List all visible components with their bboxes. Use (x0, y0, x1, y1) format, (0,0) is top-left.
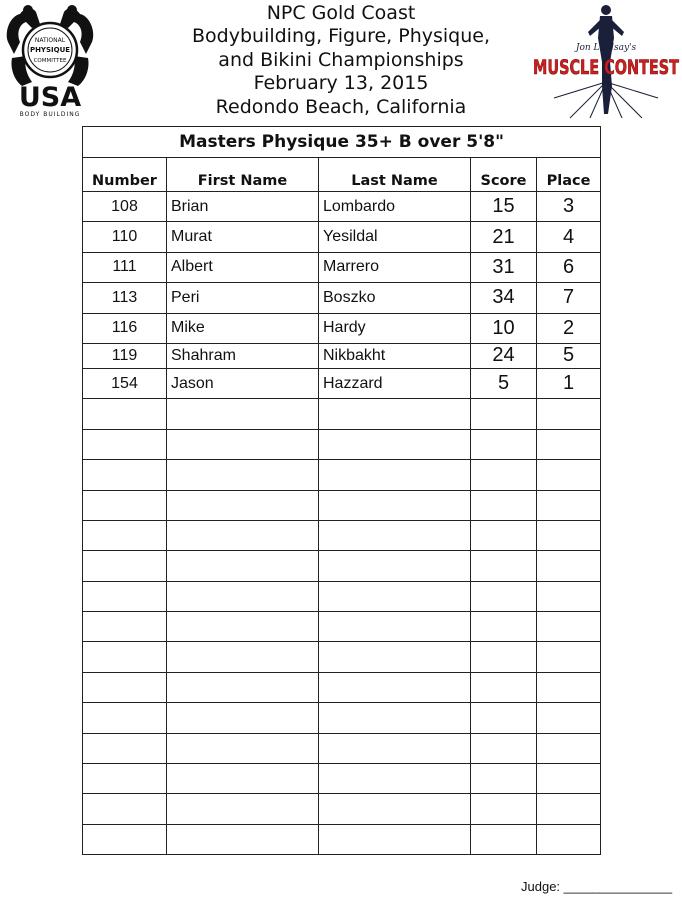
empty-cell (471, 824, 537, 854)
logo-text-script: Jon Lindsay's (575, 43, 637, 53)
competitor-number: 110 (83, 222, 167, 252)
results-table (82, 126, 601, 855)
competitor-place: 1 (537, 368, 601, 398)
empty-cell (319, 612, 471, 642)
table-row (83, 368, 601, 398)
competitor-last-name: Marrero (319, 252, 471, 282)
logo-text-usa: USA (18, 82, 82, 113)
empty-cell (319, 703, 471, 733)
empty-cell (83, 764, 167, 794)
npc-usa-logo-icon (2, 2, 98, 118)
empty-cell (83, 429, 167, 459)
table-row (83, 343, 601, 368)
empty-row (83, 460, 601, 490)
empty-cell (319, 520, 471, 550)
empty-cell (471, 642, 537, 672)
empty-cell (319, 764, 471, 794)
empty-row (83, 642, 601, 672)
empty-cell (471, 581, 537, 611)
empty-cell (83, 642, 167, 672)
empty-cell (537, 520, 601, 550)
column-header-first-name: First Name (167, 158, 319, 192)
competitor-score: 21 (471, 222, 537, 252)
empty-row (83, 794, 601, 824)
empty-cell (537, 733, 601, 763)
empty-cell (319, 399, 471, 429)
empty-cell (471, 520, 537, 550)
empty-cell (167, 520, 319, 550)
empty-cell (537, 824, 601, 854)
logo-text-main: MUSCLE CONTEST (533, 56, 680, 79)
empty-cell (471, 794, 537, 824)
empty-cell (167, 429, 319, 459)
competitor-place: 3 (537, 192, 601, 222)
competitor-first-name: Murat (167, 222, 319, 252)
empty-cell (167, 764, 319, 794)
event-divisions-cont: and Bikini Championships (218, 48, 464, 71)
empty-cell (471, 733, 537, 763)
empty-cell (167, 612, 319, 642)
logo-text-physique: PHYSIQUE (29, 46, 71, 54)
empty-cell (167, 733, 319, 763)
empty-cell (537, 642, 601, 672)
empty-cell (319, 429, 471, 459)
competitor-number: 111 (83, 252, 167, 282)
competitor-score: 10 (471, 313, 537, 343)
empty-cell (537, 460, 601, 490)
table-row (83, 283, 601, 313)
event-name: NPC Gold Coast (266, 2, 416, 24)
empty-cell (319, 794, 471, 824)
muscle-contest-logo-icon (530, 2, 682, 120)
column-header-place: Place (537, 158, 601, 192)
empty-cell (83, 551, 167, 581)
logo-text-committee: COMMITTEE (33, 58, 67, 64)
competitor-number: 113 (83, 283, 167, 313)
column-header-number: Number (83, 158, 167, 192)
empty-cell (83, 460, 167, 490)
competitor-score: 34 (471, 283, 537, 313)
competitor-score: 31 (471, 252, 537, 282)
competitor-place: 7 (537, 283, 601, 313)
competitor-number: 119 (83, 343, 167, 368)
empty-cell (319, 581, 471, 611)
empty-cell (471, 399, 537, 429)
empty-row (83, 672, 601, 702)
empty-cell (83, 612, 167, 642)
empty-cell (83, 581, 167, 611)
competitor-first-name: Brian (167, 192, 319, 222)
competitor-score: 5 (471, 368, 537, 398)
competitor-last-name: Boszko (319, 283, 471, 313)
empty-cell (319, 551, 471, 581)
empty-cell (471, 490, 537, 520)
logo-text-national: NATIONAL (34, 37, 66, 44)
competitor-last-name: Yesildal (319, 222, 471, 252)
empty-cell (537, 612, 601, 642)
empty-cell (537, 581, 601, 611)
empty-cell (83, 794, 167, 824)
empty-cell (83, 399, 167, 429)
table-row (83, 222, 601, 252)
empty-cell (537, 551, 601, 581)
table-row (83, 192, 601, 222)
empty-cell (167, 460, 319, 490)
empty-cell (167, 642, 319, 672)
judge-signature-line: Judge: _______________ (521, 879, 673, 894)
empty-cell (471, 460, 537, 490)
event-header (150, 2, 532, 119)
competitor-last-name: Hardy (319, 313, 471, 343)
empty-cell (471, 703, 537, 733)
empty-row (83, 490, 601, 520)
empty-cell (537, 429, 601, 459)
empty-cell (471, 429, 537, 459)
table-row (83, 313, 601, 343)
empty-cell (319, 642, 471, 672)
empty-row (83, 824, 601, 854)
empty-cell (83, 672, 167, 702)
competitor-first-name: Mike (167, 313, 319, 343)
empty-cell (471, 672, 537, 702)
empty-row (83, 429, 601, 459)
empty-cell (537, 794, 601, 824)
competitor-first-name: Albert (167, 252, 319, 282)
empty-row (83, 764, 601, 794)
competitor-last-name: Lombardo (319, 192, 471, 222)
table-header-row (83, 158, 601, 192)
empty-cell (167, 794, 319, 824)
empty-cell (537, 399, 601, 429)
empty-cell (537, 490, 601, 520)
empty-cell (83, 733, 167, 763)
empty-cell (83, 490, 167, 520)
empty-cell (319, 460, 471, 490)
event-date: February 13, 2015 (253, 72, 429, 95)
empty-cell (537, 703, 601, 733)
competitor-place: 2 (537, 313, 601, 343)
empty-row (83, 612, 601, 642)
event-location: Redondo Beach, California (215, 95, 467, 118)
empty-cell (537, 672, 601, 702)
event-divisions: Bodybuilding, Figure, Physique, (192, 25, 490, 48)
empty-cell (83, 703, 167, 733)
empty-cell (471, 551, 537, 581)
empty-cell (83, 824, 167, 854)
class-title: Masters Physique 35+ B over 5'8" (83, 127, 601, 158)
empty-row (83, 703, 601, 733)
empty-cell (319, 672, 471, 702)
empty-row (83, 551, 601, 581)
competitor-first-name: Shahram (167, 343, 319, 368)
competitor-score: 24 (471, 343, 537, 368)
competitor-last-name: Nikbakht (319, 343, 471, 368)
empty-cell (167, 672, 319, 702)
competitor-number: 108 (83, 192, 167, 222)
empty-cell (471, 612, 537, 642)
competitor-place: 5 (537, 343, 601, 368)
competitor-last-name: Hazzard (319, 368, 471, 398)
competitor-first-name: Jason (167, 368, 319, 398)
logo-text-bodybuilding: BODY BUILDING (19, 111, 81, 118)
empty-cell (83, 520, 167, 550)
empty-cell (319, 824, 471, 854)
competitor-number: 154 (83, 368, 167, 398)
blank-rows (83, 399, 601, 855)
competitor-place: 6 (537, 252, 601, 282)
empty-row (83, 399, 601, 429)
column-header-score: Score (471, 158, 537, 192)
empty-cell (471, 764, 537, 794)
empty-cell (537, 764, 601, 794)
competitor-first-name: Peri (167, 283, 319, 313)
table-row (83, 252, 601, 282)
empty-row (83, 733, 601, 763)
empty-cell (167, 581, 319, 611)
empty-cell (167, 551, 319, 581)
empty-row (83, 581, 601, 611)
empty-cell (167, 399, 319, 429)
empty-cell (167, 824, 319, 854)
competitor-place: 4 (537, 222, 601, 252)
competitor-number: 116 (83, 313, 167, 343)
empty-cell (167, 490, 319, 520)
empty-cell (319, 490, 471, 520)
empty-row (83, 520, 601, 550)
empty-cell (319, 733, 471, 763)
competitor-score: 15 (471, 192, 537, 222)
column-header-last-name: Last Name (319, 158, 471, 192)
empty-cell (167, 703, 319, 733)
